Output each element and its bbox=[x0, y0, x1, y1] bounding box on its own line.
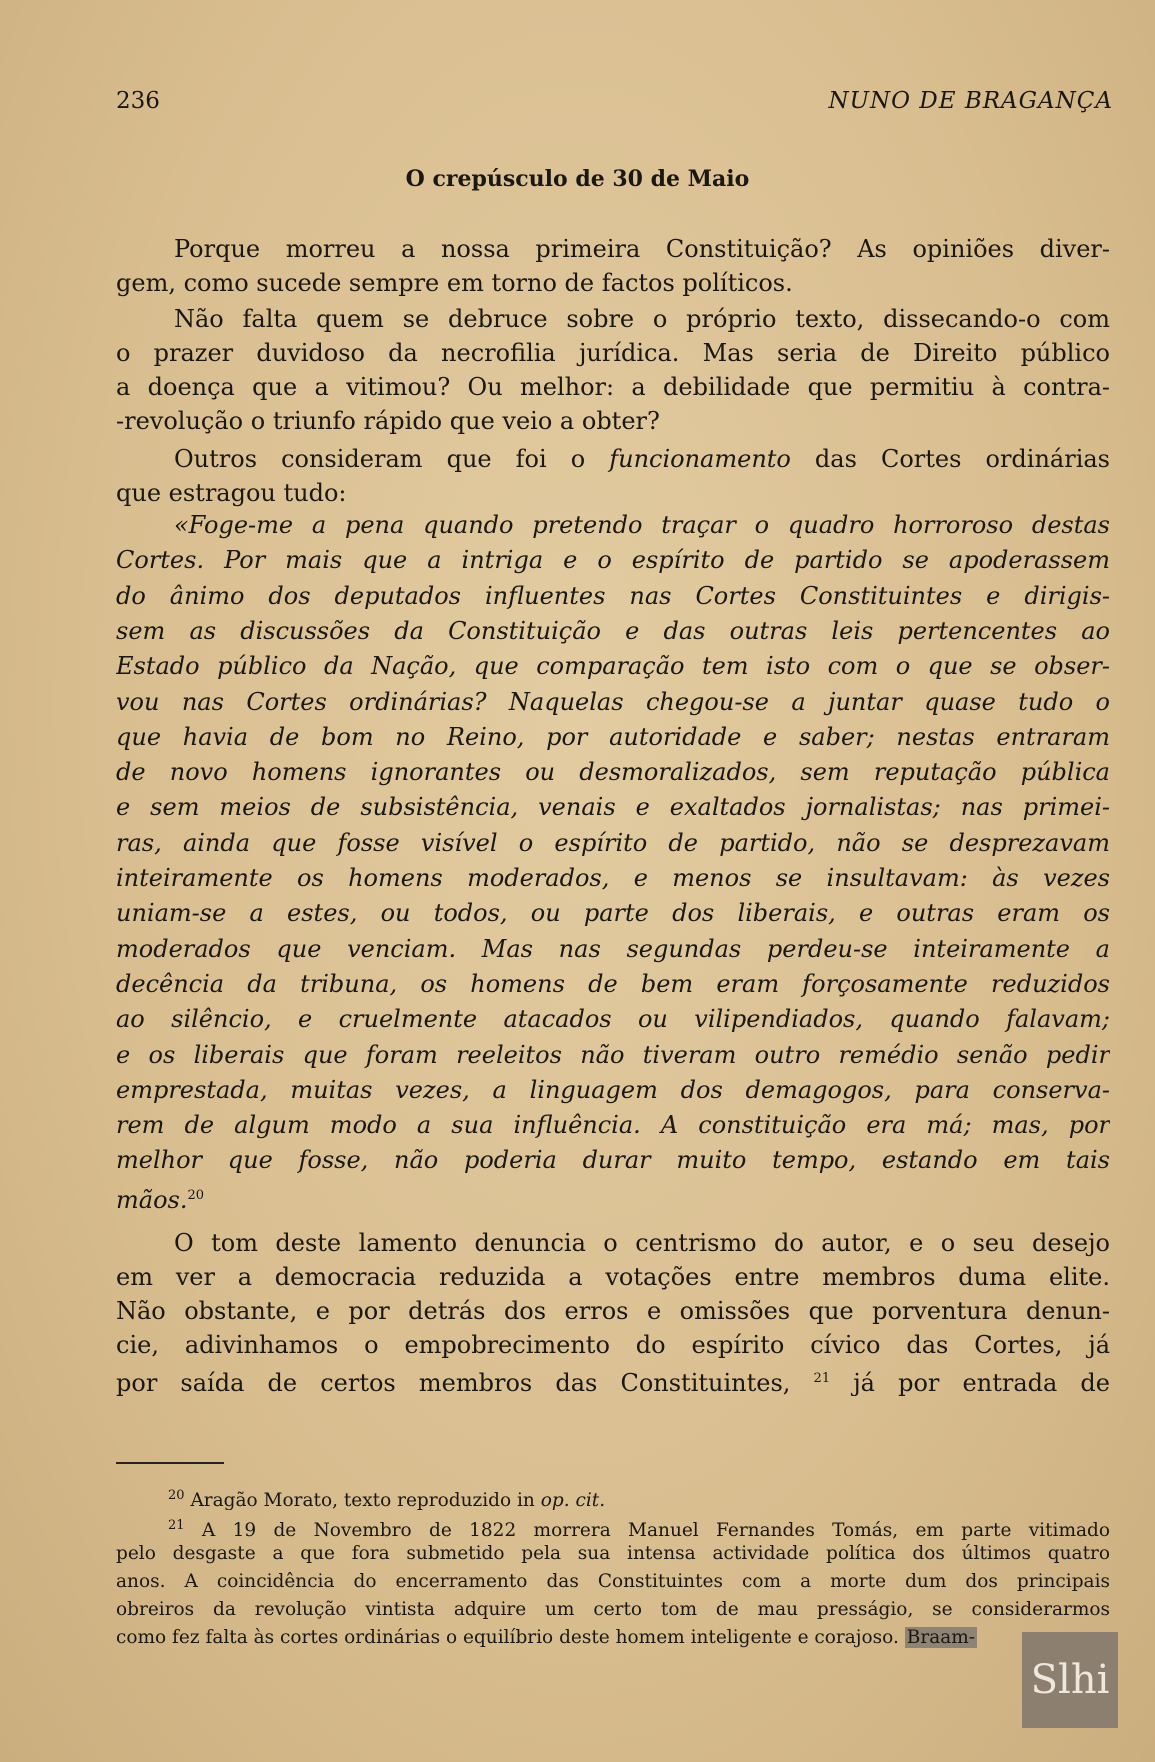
text-segment: por saída de certos membros das Constituintes, bbox=[116, 1369, 791, 1396]
quote-line: Estado público da Nação, que comparação tem isto com o que se obser- bbox=[116, 652, 1110, 680]
footnote-text-tail: Braam- bbox=[906, 1627, 976, 1648]
text-line: a doença que a vitimou? Ou melhor: a debilidade que permitiu à contra- bbox=[116, 373, 1110, 401]
quote-line: uniam-se a estes, ou todos, ou parte dos liberais, e outras eram os bbox=[116, 899, 1110, 927]
quote-line: sem as discussões da Constituição e das outras leis pertencentes ao bbox=[116, 617, 1110, 645]
footnote-divider bbox=[116, 1462, 224, 1464]
page-number: 236 bbox=[116, 88, 160, 114]
text-line: cie, adivinhamos o empobrecimento do espírito cívico das Cortes, já bbox=[116, 1331, 1110, 1359]
footnote-number: 21 bbox=[168, 1518, 185, 1533]
footnote-line bbox=[116, 1624, 1110, 1652]
footnote-20 bbox=[116, 1482, 1110, 1510]
text-line: O tom deste lamento denuncia o centrismo do autor, e o seu desejo bbox=[174, 1229, 1110, 1257]
quote-line: melhor que fosse, não poderia durar muito tempo, estando em tais bbox=[116, 1146, 1110, 1174]
text-line: -revolução o triunfo rápido que veio a obter? bbox=[116, 407, 660, 435]
emphasis-text: op. cit. bbox=[540, 1490, 606, 1510]
text-line: Porque morreu a nossa primeira Constituição? As opiniões diver- bbox=[174, 235, 1110, 263]
quote-line: e os liberais que foram reeleitos não tiveram outro remédio senão pedir bbox=[116, 1041, 1110, 1069]
footnote-number: 20 bbox=[168, 1488, 185, 1503]
footnote-line: anos. A coincidência do encerramento das Constituintes com a morte dum dos principais bbox=[116, 1571, 1110, 1592]
text-line: em ver a democracia reduzida a votações entre membros duma elite. bbox=[116, 1263, 1110, 1291]
text-segment: mãos. bbox=[116, 1186, 188, 1213]
text-line: o prazer duvidoso da necrofilia jurídica. Mas seria de Direito público bbox=[116, 339, 1110, 367]
running-head: NUNO DE BRAGANÇA bbox=[828, 88, 1113, 114]
section-title: O crepúsculo de 30 de Maio bbox=[405, 166, 750, 192]
footnote-21 bbox=[116, 1512, 1110, 1540]
quote-line: «Foge-me a pena quando pretendo traçar o quadro horroroso destas bbox=[174, 511, 1110, 539]
text-line bbox=[116, 442, 1110, 476]
text-line bbox=[116, 1362, 1110, 1396]
quote-line: do ânimo dos deputados influentes nas Cortes Constituintes e dirigis- bbox=[116, 582, 1110, 610]
quote-line: vou nas Cortes ordinárias? Naquelas chegou-se a juntar quase tudo o bbox=[116, 688, 1110, 716]
footnote-text: como fez falta às cortes ordinárias o equilíbrio deste homem inteligente e corajoso. bbox=[116, 1627, 899, 1648]
quote-line: de novo homens ignorantes ou desmoralizados, sem reputação pública bbox=[116, 758, 1110, 786]
quote-line: decência da tribuna, os homens de bem eram forçosamente reduzidos bbox=[116, 970, 1110, 998]
text-line: que estragou tudo: bbox=[116, 479, 347, 507]
quote-line: ao silêncio, e cruelmente atacados ou vilipendiados, quando falavam; bbox=[116, 1005, 1110, 1033]
quote-last-line bbox=[116, 1179, 1110, 1213]
watermark-logo: Slhi bbox=[1022, 1632, 1118, 1728]
footnote-text: A 19 de Novembro de 1822 morrera Manuel Fernandes Tomás, em parte vitimado bbox=[201, 1520, 1110, 1540]
text-line: Não obstante, e por detrás dos erros e omissões que porventura denun- bbox=[116, 1297, 1110, 1325]
quote-line: Cortes. Por mais que a intriga e o espírito de partido se apoderassem bbox=[116, 546, 1110, 574]
quote-line: que havia de bom no Reino, por autoridade e saber; nestas entraram bbox=[116, 723, 1110, 751]
footnote-ref[interactable]: 20 bbox=[187, 1188, 205, 1203]
text-segment: das Cortes ordinárias bbox=[790, 445, 1110, 473]
text-line: Não falta quem se debruce sobre o próprio texto, dissecando-o com bbox=[174, 305, 1110, 333]
footnote-line: obreiros da revolução vintista adquire um certo tom de mau presságio, se considerarmos bbox=[116, 1599, 1110, 1620]
text-segment: já por entrada de bbox=[853, 1369, 1110, 1396]
footnote-ref[interactable]: 21 bbox=[813, 1371, 831, 1386]
quote-line: rem de algum modo a sua influência. A constituição era má; mas, por bbox=[116, 1111, 1110, 1139]
quote-line: inteiramente os homens moderados, e menos se insultavam: às vezes bbox=[116, 864, 1110, 892]
quote-line: moderados que venciam. Mas nas segundas perdeu-se inteiramente a bbox=[116, 935, 1110, 963]
quote-line: emprestada, muitas vezes, a linguagem dos demagogos, para conserva- bbox=[116, 1076, 1110, 1104]
footnote-line: pelo desgaste a que fora submetido pela sua intensa actividade política dos últimos quatro bbox=[116, 1543, 1110, 1564]
text-line: gem, como sucede sempre em torno de factos políticos. bbox=[116, 269, 793, 297]
text-segment: Outros consideram que foi o bbox=[174, 445, 610, 473]
emphasis-text: funcionamento bbox=[609, 445, 791, 473]
quote-line: ras, ainda que fosse visível o espírito de partido, não se desprezavam bbox=[116, 829, 1110, 857]
quote-line: e sem meios de subsistência, venais e exaltados jornalistas; nas primei- bbox=[116, 793, 1110, 821]
footnote-text: Aragão Morato, texto reproduzido in bbox=[190, 1490, 541, 1510]
